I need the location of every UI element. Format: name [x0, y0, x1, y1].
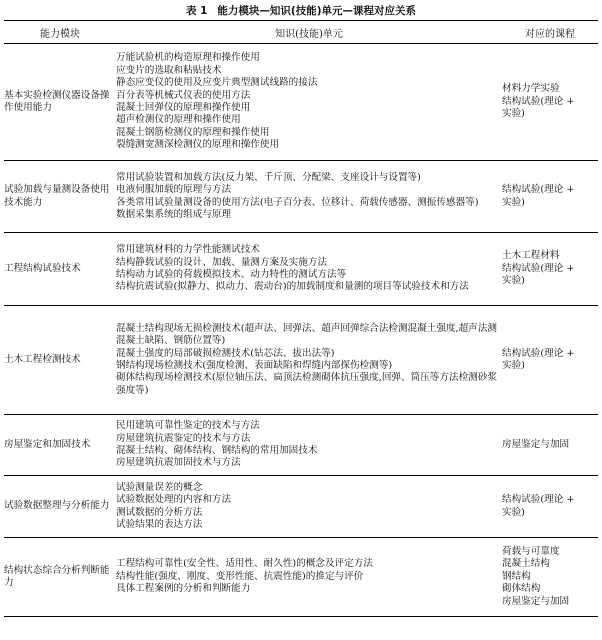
unit-line: 结构静载试验的设计、加载、量测方案及实施方法	[116, 256, 328, 268]
module-cell: 土木工程检测技术	[4, 306, 116, 415]
unit-line: 民用建筑可靠性鉴定的技术与方法	[116, 420, 260, 432]
unit-line: 混凝土结构、砌体结构、钢结构的常用加固技术	[116, 445, 318, 456]
unit-line: 钢结构现场检测技术(强度检测、表面缺陷和焊缝内部探伤检测等)	[116, 360, 393, 371]
header-units: 知识(技能)单元	[116, 21, 502, 44]
course-line: 荷载与可靠度	[502, 545, 560, 557]
courses-cell	[502, 415, 598, 476]
module-course-table	[4, 20, 598, 617]
course-line: 实验)	[502, 360, 525, 371]
units-cell	[116, 233, 502, 306]
courses-cell	[502, 44, 598, 161]
course-line: 实验)	[502, 506, 525, 518]
table-header-row	[4, 21, 598, 44]
table-row	[4, 415, 598, 476]
course-line: 结构试验(理论 +	[502, 95, 575, 107]
courses-cell	[502, 233, 598, 306]
unit-line: 数据采集系统的组成与原理	[116, 208, 232, 220]
unit-line: 常用建筑材料的力学性能测试技术	[116, 244, 260, 256]
course-line: 钢结构	[502, 570, 531, 582]
unit-line: 工程结构可靠性(安全性、适用性、耐久性)的概念及评定方法	[116, 558, 373, 570]
unit-line: 砌体结构现场检测技术(原位轴压法、扁顶法检测砌体抗压强度,回弹、筒压等方法检测砂浆强度等)	[116, 372, 497, 396]
module-cell: 房屋鉴定和加固技术	[4, 415, 116, 476]
units-cell	[116, 538, 502, 617]
unit-line: 试验结果的表达方法	[116, 518, 203, 530]
course-line: 材料力学实验	[502, 83, 560, 95]
unit-line: 混凝土结构现场无损检测技术(超声法、回弹法、超声回弹综合法检测混凝土强度,超声法测混凝土缺陷、钢筋位置等)	[116, 322, 497, 347]
table-caption	[0, 4, 602, 18]
courses-cell	[502, 476, 598, 538]
unit-line: 具体工程案例的分析和判断能力	[116, 583, 251, 595]
unit-line: 结构性能(强度、刚度、变形性能、抗震性能)的推定与评价	[116, 570, 364, 582]
units-cell	[116, 306, 502, 415]
unit-line: 混凝土强度的局部破损检测技术(钻芯法、拔出法等)	[116, 347, 335, 359]
unit-line: 裂缝测宽测深检测仪的原理和操作使用	[116, 139, 280, 151]
table-row	[4, 44, 598, 161]
course-line: 结构试验(理论 +	[502, 494, 575, 506]
unit-line: 试验测量误差的概念	[116, 481, 203, 493]
module-cell: 结构状态综合分析判断能力	[4, 538, 116, 617]
unit-line: 电液伺服加载的原理与方法	[116, 184, 232, 196]
courses-cell	[502, 161, 598, 233]
course-line: 实验)	[502, 108, 525, 120]
table-number: 表 1	[185, 5, 208, 17]
unit-line: 房屋建筑抗震鉴定的技术与方法	[116, 432, 251, 444]
unit-line: 结构抗震试验(拟静力、拟动力、震动台)的加载制度和量测的项目等试验技术和方法	[116, 281, 469, 293]
course-line: 结构试验(理论 +	[502, 262, 575, 274]
course-line: 砌体结构	[502, 583, 541, 595]
course-line: 结构试验(理论 +	[502, 347, 575, 359]
course-line: 实验)	[502, 196, 525, 208]
table-row	[4, 306, 598, 415]
module-cell: 工程结构试验技术	[4, 233, 116, 306]
unit-line: 百分表等机械式仪表的使用方法	[116, 89, 251, 101]
header-module: 能力模块	[4, 21, 116, 44]
course-line: 结构试验(理论 +	[502, 184, 575, 196]
module-cell: 基本实验检测仪器设备操作使用能力	[4, 44, 116, 161]
unit-line: 结构动力试验的荷载模拟技术、动力特性的测试方法等	[116, 269, 347, 280]
units-cell	[116, 161, 502, 233]
course-line: 土木工程材料	[502, 250, 560, 262]
unit-line: 混凝土钢筋检测仪的原理和操作使用	[116, 126, 270, 138]
unit-line: 房屋建筑抗震加固技术与方法	[116, 457, 241, 469]
units-cell	[116, 415, 502, 476]
course-line: 房屋鉴定与加固	[502, 438, 570, 450]
course-line: 混凝土结构	[502, 558, 550, 570]
unit-line: 万能试验机的构造原理和操作使用	[116, 52, 260, 64]
table-row	[4, 476, 598, 538]
header-courses: 对应的课程	[502, 21, 598, 44]
table-row	[4, 233, 598, 306]
unit-line: 试验数据处理的内容和方法	[116, 494, 232, 506]
table-row	[4, 161, 598, 233]
unit-line: 静态应变仪的使用及应变片典型测试线路的接法	[116, 77, 318, 89]
units-cell	[116, 44, 502, 161]
units-cell	[116, 476, 502, 538]
course-line: 实验)	[502, 275, 525, 287]
course-line: 房屋鉴定与加固	[502, 595, 570, 607]
module-cell: 试验加载与量测设备使用技术能力	[4, 161, 116, 233]
unit-line: 混凝土回弹仪的原理和操作使用	[116, 102, 251, 113]
unit-line: 测试数据的分析方法	[116, 506, 203, 518]
unit-line: 应变片的选取和粘贴技术	[116, 64, 222, 76]
unit-line: 各类常用试验量测设备的使用方法(电子百分表、位移计、荷载传感器、测振传感器等)	[116, 196, 479, 208]
courses-cell	[502, 306, 598, 415]
table-title: 能力模块—知识(技能)单元—课程对应关系	[217, 5, 417, 17]
unit-line: 超声检测仪的原理和操作使用	[116, 114, 241, 126]
courses-cell	[502, 538, 598, 617]
unit-line: 常用试验装置和加载方法(反力架、千斤顶、分配梁、支座设计与设置等)	[116, 171, 421, 183]
module-cell: 试验数据整理与分析能力	[4, 476, 116, 538]
table-row	[4, 538, 598, 617]
